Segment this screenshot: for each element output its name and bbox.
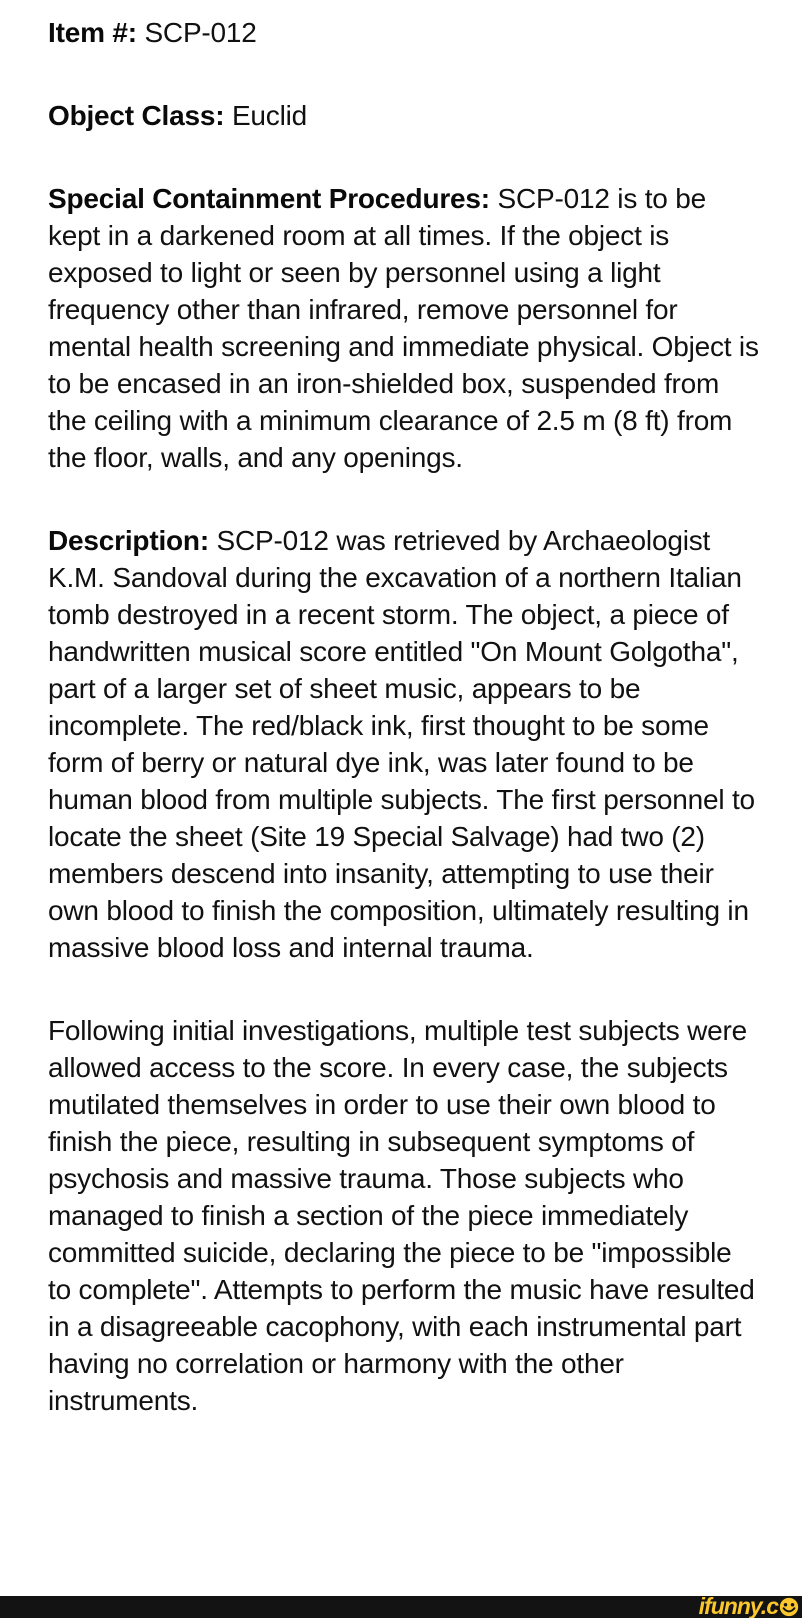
object-class-value: Euclid bbox=[231, 100, 308, 131]
smiley-face-icon bbox=[779, 1597, 799, 1617]
investigations-text: Following initial investigations, multiple test subjects were allowed access to the score. In every case, the subjects mutilated themselves in order to use their own blood to finish the piece, resulting in subsequent symptoms of psychosis and massive trauma. Those subjects who managed to finish a section of the piece immediately committed suicide, declaring the piece to be "impossible to complete". Attempts to perform the music have resulted in a disagreeable cacophony, with each instrumental part having no correlation or harmony with the other instruments. bbox=[48, 1015, 755, 1416]
item-number-value: SCP-012 bbox=[144, 17, 257, 48]
containment-procedures-label: Special Containment Procedures: bbox=[48, 183, 490, 214]
object-class-paragraph bbox=[48, 97, 760, 134]
description-paragraph bbox=[48, 522, 760, 966]
ifunny-watermark-text: ifunny.c bbox=[698, 1593, 778, 1618]
scp-document bbox=[48, 14, 760, 1419]
object-class-label: Object Class: bbox=[48, 100, 225, 131]
description-text: SCP-012 was retrieved by Archaeologist K.M. Sandoval during the excavation of a northern Italian tomb destroyed in a recent storm. The object, a piece of handwritten musical score entitled "On Mount Golgotha", part of a larger set of sheet music, appears to be incomplete. The red/black ink, first thought to be some form of berry or natural dye ink, was later found to be human blood from multiple subjects. The first personnel to locate the sheet (Site 19 Special Salvage) had two (2) members descend into insanity, attempting to use their own blood to finish the composition, ultimately resulting in massive blood loss and internal trauma. bbox=[48, 525, 755, 963]
containment-procedures-paragraph bbox=[48, 180, 760, 476]
description-label: Description: bbox=[48, 525, 209, 556]
containment-procedures-text: SCP-012 is to be kept in a darkened room at all times. If the object is exposed to light or seen by personnel using a light frequency other than infrared, remove personnel for mental health screening and immediate physical. Object is to be encased in an iron-shielded box, suspended from the ceiling with a minimum clearance of 2.5 m (8 ft) from the floor, walls, and any openings. bbox=[48, 183, 759, 473]
ifunny-footer-bar bbox=[0, 1593, 802, 1618]
item-number-label: Item #: bbox=[48, 17, 137, 48]
investigations-paragraph bbox=[48, 1012, 760, 1419]
ifunny-watermark bbox=[698, 1593, 799, 1618]
item-number-paragraph bbox=[48, 14, 760, 51]
